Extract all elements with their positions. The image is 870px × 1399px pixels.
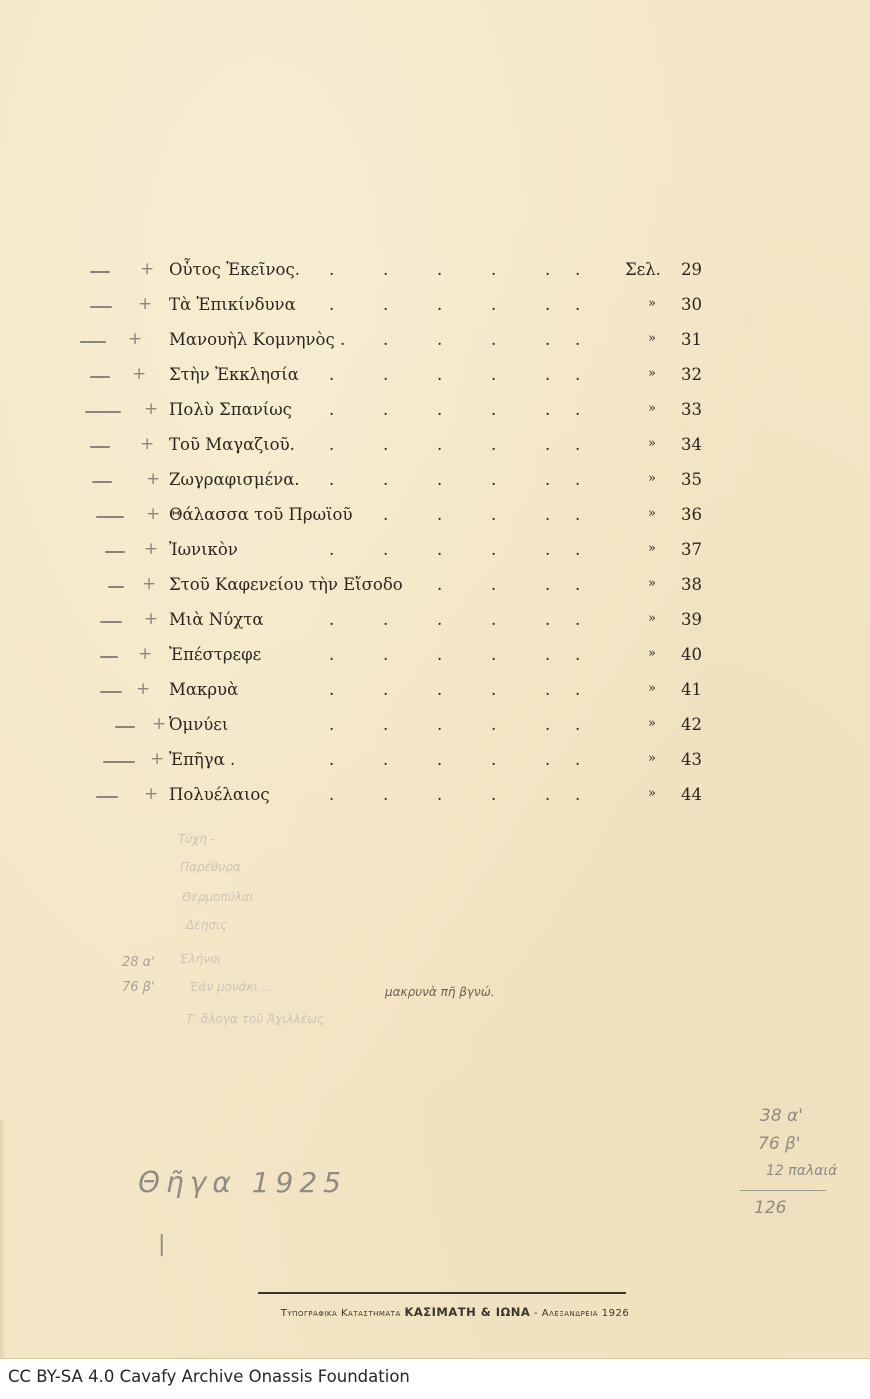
pencil-cross-mark: +: [132, 364, 147, 384]
leader-dot: .: [437, 610, 443, 629]
leader-dot: .: [437, 680, 443, 699]
leader-dot: .: [545, 365, 551, 384]
ditto-mark: »: [648, 436, 656, 451]
leader-dot: .: [545, 715, 551, 734]
pencil-cross-mark: +: [144, 609, 159, 629]
imprint-rule: [258, 1292, 626, 1294]
imprint-part-3: - Αλεξανδρεια 1926: [534, 1308, 630, 1319]
leader-dot: .: [437, 715, 443, 734]
toc-entry-title: Ζωγραφισμένα.: [169, 470, 300, 489]
ditto-mark: »: [648, 751, 656, 766]
toc-entry: [0, 465, 870, 500]
toc-entry-page-number: 29: [681, 260, 702, 279]
leader-dot: .: [575, 260, 581, 279]
leader-dot: .: [575, 505, 581, 524]
pencil-dash-mark: [105, 551, 125, 553]
leader-dot: .: [329, 610, 335, 629]
pencil-dash-mark: [85, 411, 121, 413]
toc-entry-page-number: 38: [681, 575, 702, 594]
dated-signature: Θῆγα 1925: [138, 1166, 347, 1199]
ditto-mark: »: [648, 611, 656, 626]
leader-dot: .: [383, 715, 389, 734]
toc-entry-page-number: 30: [681, 295, 702, 314]
pencil-dash-mark: [103, 761, 135, 763]
pencil-dash-mark: [100, 656, 118, 658]
leader-dot: .: [575, 540, 581, 559]
pencil-cross-mark: +: [138, 294, 153, 314]
toc-entry: [0, 780, 870, 815]
pencil-dash-mark: [90, 306, 112, 308]
ditto-mark: »: [648, 366, 656, 381]
toc-entry-title: Ὀμνύει: [169, 715, 229, 734]
leader-dot: .: [575, 365, 581, 384]
leader-dot: .: [491, 610, 497, 629]
leader-dot: .: [545, 505, 551, 524]
pencil-note-2: Παρέθυρα: [180, 860, 241, 874]
toc-entry-page-number: 40: [681, 645, 702, 664]
leader-dot: .: [491, 365, 497, 384]
pencil-cross-mark: +: [144, 539, 159, 559]
toc-entry-title: Πολυέλαιος: [169, 785, 270, 804]
leader-dot: .: [491, 750, 497, 769]
leader-dot: .: [383, 505, 389, 524]
toc-entry-title: Μιὰ Νύχτα: [169, 610, 264, 629]
toc-entry: [0, 500, 870, 535]
pencil-cross-mark: +: [146, 469, 161, 489]
pencil-cross-mark: +: [142, 574, 157, 594]
toc-entry-title: Πολὺ Σπανίως: [169, 400, 292, 419]
toc-entry: [0, 360, 870, 395]
leader-dot: .: [545, 610, 551, 629]
leader-dot: .: [383, 470, 389, 489]
margin-number-1: 28 α': [122, 955, 155, 970]
tally-total: 126: [754, 1198, 787, 1218]
leader-dot: .: [545, 295, 551, 314]
pencil-note-3: Θερμοπύλαι: [182, 890, 254, 904]
toc-entry-title: Μακρυὰ: [169, 680, 239, 699]
toc-entry: [0, 395, 870, 430]
pencil-cross-mark: +: [152, 714, 167, 734]
toc-entry-title: Τοῦ Μαγαζιοῦ.: [169, 435, 295, 454]
pencil-note-5: Ἐλήνοι: [180, 952, 222, 966]
pencil-note-1: Τύχη -: [178, 832, 216, 846]
pencil-cross-mark: +: [138, 644, 153, 664]
leader-dot: .: [329, 470, 335, 489]
leader-dot: .: [545, 645, 551, 664]
toc-entry: [0, 325, 870, 360]
leader-dot: .: [575, 435, 581, 454]
leader-dot: .: [575, 400, 581, 419]
ditto-mark: »: [648, 681, 656, 696]
leader-dot: .: [437, 505, 443, 524]
leader-dot: .: [491, 575, 497, 594]
leader-dot: .: [383, 295, 389, 314]
leader-dot: .: [383, 435, 389, 454]
leader-dot: .: [329, 435, 335, 454]
toc-entry-page-number: 33: [681, 400, 702, 419]
leader-dot: .: [545, 435, 551, 454]
pencil-dash-mark: [90, 271, 110, 273]
leader-dot: .: [383, 680, 389, 699]
toc-entry: [0, 675, 870, 710]
leader-dot: .: [491, 295, 497, 314]
ditto-mark: »: [648, 401, 656, 416]
pencil-note-6: Ἐάν μονάκι ...: [190, 980, 273, 994]
leader-dot: .: [437, 295, 443, 314]
pencil-dash-mark: [108, 586, 124, 588]
leader-dot: .: [383, 750, 389, 769]
pencil-cross-mark: +: [140, 259, 155, 279]
page-edge: [0, 1120, 6, 1358]
leader-dot: .: [437, 785, 443, 804]
toc-entry-page-number: 34: [681, 435, 702, 454]
leader-dot: .: [575, 610, 581, 629]
ditto-mark: »: [648, 646, 656, 661]
tally-line-3: 12 παλαιά: [766, 1163, 838, 1179]
leader-dot: .: [575, 715, 581, 734]
toc-entry-page-number: 32: [681, 365, 702, 384]
imprint-part-1: Τυπογραφικα Καταστηματα: [280, 1308, 401, 1319]
toc-entry: [0, 570, 870, 605]
printer-imprint: [0, 1305, 870, 1319]
leader-dot: .: [491, 505, 497, 524]
ditto-mark: »: [648, 471, 656, 486]
ditto-mark: »: [648, 716, 656, 731]
leader-dot: .: [437, 645, 443, 664]
toc-entry: [0, 290, 870, 325]
leader-dot: .: [437, 575, 443, 594]
toc-entry-title: Οὗτος Ἐκεῖνος.: [169, 260, 300, 279]
leader-dot: .: [437, 400, 443, 419]
leader-dot: .: [575, 295, 581, 314]
pencil-dash-mark: [90, 446, 110, 448]
tally-line-2: 76 β': [758, 1134, 801, 1154]
ditto-mark: »: [648, 506, 656, 521]
pencil-dash-mark: [100, 621, 122, 623]
pencil-cross-mark: +: [140, 434, 155, 454]
signature-mark: |: [158, 1232, 166, 1257]
pencil-cross-mark: +: [136, 679, 151, 699]
toc-entry: [0, 430, 870, 465]
leader-dot: .: [545, 680, 551, 699]
toc-entry-title: Ἰωνικὸν: [169, 540, 238, 559]
ditto-mark: »: [648, 331, 656, 346]
toc-entry-title: Θάλασσα τοῦ Πρωϊοῦ: [169, 505, 353, 524]
toc-entry-title: Ἐπέστρεφε: [169, 645, 262, 664]
leader-dot: .: [383, 260, 389, 279]
toc-entry: [0, 745, 870, 780]
pencil-cross-mark: +: [150, 749, 165, 769]
leader-dot: .: [329, 680, 335, 699]
ditto-mark: »: [648, 786, 656, 801]
leader-dot: .: [545, 785, 551, 804]
page-label: Σελ.: [625, 260, 661, 279]
pencil-dash-mark: [92, 481, 112, 483]
leader-dot: .: [383, 330, 389, 349]
leader-dot: .: [329, 715, 335, 734]
leader-dot: .: [329, 785, 335, 804]
pencil-cross-mark: +: [144, 784, 159, 804]
tally-sum-line: [740, 1190, 826, 1191]
leader-dot: .: [329, 365, 335, 384]
toc-entry-page-number: 41: [681, 680, 702, 699]
tally-line-1: 38 α': [760, 1106, 803, 1126]
ditto-mark: »: [648, 296, 656, 311]
pencil-dash-mark: [100, 691, 122, 693]
toc-entry-page-number: 39: [681, 610, 702, 629]
leader-dot: .: [545, 260, 551, 279]
pencil-dash-mark: [80, 341, 106, 343]
toc-entry-title: Ἐπῆγα .: [169, 750, 236, 769]
pencil-cross-mark: +: [128, 329, 143, 349]
toc-entry: [0, 710, 870, 745]
leader-dot: .: [491, 330, 497, 349]
pencil-cross-mark: +: [146, 504, 161, 524]
toc-entry-page-number: 42: [681, 715, 702, 734]
leader-dot: .: [545, 575, 551, 594]
pencil-note-4: Δέησις: [186, 918, 228, 932]
leader-dot: .: [383, 645, 389, 664]
toc-entry-title: Στὴν Ἐκκλησία: [169, 365, 299, 384]
leader-dot: .: [437, 365, 443, 384]
leader-dot: .: [491, 680, 497, 699]
toc-entry: [0, 605, 870, 640]
margin-number-2: 76 β': [122, 980, 155, 995]
leader-dot: .: [329, 260, 335, 279]
toc-entry-page-number: 44: [681, 785, 702, 804]
toc-entry-title: Στοῦ Καφενείου τὴν Εἴσοδο: [169, 575, 403, 594]
leader-dot: .: [491, 715, 497, 734]
pencil-dash-mark: [96, 516, 124, 518]
toc-entry-page-number: 31: [681, 330, 702, 349]
leader-dot: .: [383, 400, 389, 419]
pencil-note-7: Τ' ἄλογα τοῦ Ἀχιλλέως: [186, 1012, 325, 1026]
leader-dot: .: [437, 470, 443, 489]
leader-dot: .: [329, 645, 335, 664]
leader-dot: .: [545, 330, 551, 349]
leader-dot: .: [545, 470, 551, 489]
toc-entry-page-number: 43: [681, 750, 702, 769]
leader-dot: .: [575, 680, 581, 699]
pencil-dash-mark: [115, 726, 135, 728]
toc-entry-page-number: 37: [681, 540, 702, 559]
leader-dot: .: [545, 400, 551, 419]
toc-entry: [0, 640, 870, 675]
ditto-mark: »: [648, 541, 656, 556]
leader-dot: .: [575, 785, 581, 804]
leader-dot: .: [437, 750, 443, 769]
toc-entry-page-number: 35: [681, 470, 702, 489]
pencil-cross-mark: +: [144, 399, 159, 419]
leader-dot: .: [437, 260, 443, 279]
leader-dot: .: [437, 330, 443, 349]
leader-dot: .: [491, 470, 497, 489]
leader-dot: .: [329, 540, 335, 559]
toc-entry-page-number: 36: [681, 505, 702, 524]
leader-dot: .: [545, 540, 551, 559]
leader-dot: .: [329, 400, 335, 419]
leader-dot: .: [383, 365, 389, 384]
leader-dot: .: [575, 575, 581, 594]
toc-entry-title: Μανουὴλ Κομνηνὸς .: [169, 330, 346, 349]
pencil-dash-mark: [90, 376, 110, 378]
leader-dot: .: [575, 330, 581, 349]
leader-dot: .: [491, 260, 497, 279]
leader-dot: .: [437, 435, 443, 454]
ditto-mark: »: [648, 576, 656, 591]
leader-dot: .: [575, 750, 581, 769]
toc-entry: [0, 535, 870, 570]
leader-dot: .: [383, 540, 389, 559]
leader-dot: .: [491, 540, 497, 559]
leader-dot: .: [491, 400, 497, 419]
ink-note: μακρυνὰ πῆ βγνώ.: [385, 985, 495, 999]
leader-dot: .: [491, 785, 497, 804]
license-credit: CC BY-SA 4.0 Cavafy Archive Onassis Foundation: [8, 1367, 410, 1386]
leader-dot: .: [329, 750, 335, 769]
leader-dot: .: [329, 295, 335, 314]
leader-dot: .: [575, 470, 581, 489]
toc-entry-title: Τὰ Ἐπικίνδυνα: [169, 295, 296, 314]
leader-dot: .: [383, 610, 389, 629]
imprint-printer-name: ΚΑΣΙΜΑΤΗ & ΙΩΝΑ: [404, 1305, 531, 1319]
pencil-dash-mark: [96, 796, 118, 798]
toc-entry: [0, 255, 870, 290]
leader-dot: .: [383, 785, 389, 804]
leader-dot: .: [491, 645, 497, 664]
leader-dot: .: [437, 540, 443, 559]
leader-dot: .: [491, 435, 497, 454]
leader-dot: .: [575, 645, 581, 664]
leader-dot: .: [545, 750, 551, 769]
